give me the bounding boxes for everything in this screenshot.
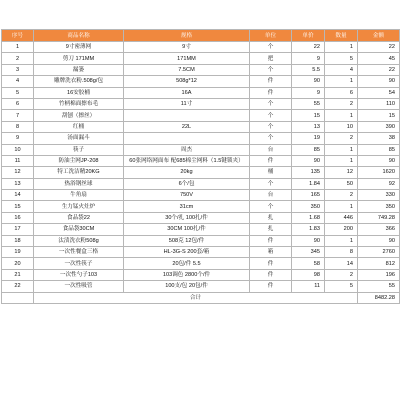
cell-amount: 55: [358, 281, 400, 292]
cell-price: 350: [292, 201, 325, 212]
cell-price: 135: [292, 167, 325, 178]
cell-unit: 件: [250, 235, 292, 246]
header-price: 单价: [292, 30, 325, 42]
cell-name: 生力锰火灶炉: [34, 201, 124, 212]
cell-price: 90: [292, 235, 325, 246]
cell-amount: 2760: [358, 247, 400, 258]
header-amount: 金额: [358, 30, 400, 42]
total-blank: [2, 292, 34, 303]
cell-unit: 件: [250, 155, 292, 166]
header-name: 商品名称: [34, 30, 124, 42]
cell-price: 11: [292, 281, 325, 292]
cell-index: 22: [2, 281, 34, 292]
cell-spec: 11寸: [124, 98, 250, 109]
cell-quantity: 1: [325, 201, 358, 212]
table-row: [2, 212, 400, 223]
cell-name: 刮刨（擦丝）: [34, 110, 124, 121]
cell-index: 17: [2, 224, 34, 235]
cell-name: 食品袋22: [34, 212, 124, 223]
table-row: [2, 121, 400, 132]
goods-table: [1, 29, 400, 304]
cell-spec: 508g*12: [124, 76, 250, 87]
cell-spec: 171MM: [124, 53, 250, 64]
header-row: [2, 30, 400, 42]
cell-quantity: 1: [325, 76, 358, 87]
cell-quantity: 5: [325, 53, 358, 64]
cell-index: 11: [2, 155, 34, 166]
cell-quantity: 446: [325, 212, 358, 223]
cell-price: 9: [292, 87, 325, 98]
cell-amount: 22: [358, 42, 400, 53]
cell-amount: 196: [358, 269, 400, 280]
cell-unit: 个: [250, 178, 292, 189]
table-row: [2, 190, 400, 201]
cell-spec: 100支/包 20包/件: [124, 281, 250, 292]
cell-name: 特工洗洁精20KG: [34, 167, 124, 178]
cell-unit: 个: [250, 42, 292, 53]
table-row: [2, 167, 400, 178]
cell-unit: 件: [250, 269, 292, 280]
cell-unit: 把: [250, 53, 292, 64]
cell-index: 14: [2, 190, 34, 201]
cell-unit: 个: [250, 64, 292, 75]
cell-spec: 16A: [124, 87, 250, 98]
cell-spec: 30个/扎 100扎/件: [124, 212, 250, 223]
cell-price: 55: [292, 98, 325, 109]
cell-unit: 箱: [250, 247, 292, 258]
table-row: [2, 64, 400, 75]
table-row: [2, 269, 400, 280]
table-row: [2, 235, 400, 246]
cell-amount: 90: [358, 235, 400, 246]
cell-name: 一次性吸管: [34, 281, 124, 292]
table-row: [2, 42, 400, 53]
table-row: [2, 224, 400, 235]
cell-price: 19: [292, 133, 325, 144]
cell-price: 90: [292, 155, 325, 166]
total-row: [2, 292, 400, 303]
cell-name: 筷子: [34, 144, 124, 155]
cell-price: 22: [292, 42, 325, 53]
cell-spec: 60张网络网面布 配685棉尘网料（1.5键锁夹）: [124, 155, 250, 166]
cell-quantity: 2: [325, 269, 358, 280]
cell-spec: 103调色 2800个/件: [124, 269, 250, 280]
cell-quantity: 2: [325, 190, 358, 201]
cell-price: 1.68: [292, 212, 325, 223]
cell-unit: 台: [250, 144, 292, 155]
header-spec: 规格: [124, 30, 250, 42]
table-row: [2, 110, 400, 121]
cell-quantity: 14: [325, 258, 358, 269]
cell-name: 汰渍洗衣粉508g: [34, 235, 124, 246]
cell-amount: 749.28: [358, 212, 400, 223]
cell-unit: 个: [250, 98, 292, 109]
cell-quantity: 12: [325, 167, 358, 178]
cell-unit: 桶: [250, 167, 292, 178]
table-row: [2, 281, 400, 292]
cell-quantity: 1: [325, 42, 358, 53]
cell-index: 9: [2, 133, 34, 144]
table-row: [2, 133, 400, 144]
cell-spec: 20kg: [124, 167, 250, 178]
cell-unit: 件: [250, 258, 292, 269]
cell-index: 1: [2, 42, 34, 53]
cell-price: 85: [292, 144, 325, 155]
cell-unit: 扎: [250, 224, 292, 235]
cell-amount: 350: [358, 201, 400, 212]
cell-quantity: 6: [325, 87, 358, 98]
cell-index: 21: [2, 269, 34, 280]
cell-amount: 38: [358, 133, 400, 144]
cell-price: 1.83: [292, 224, 325, 235]
cell-price: 345: [292, 247, 325, 258]
cell-name: 红桶: [34, 121, 124, 132]
cell-quantity: 5: [325, 281, 358, 292]
table-row: [2, 258, 400, 269]
cell-spec: HL-3G-S 200套/箱: [124, 247, 250, 258]
cell-name: 牛角扇: [34, 190, 124, 201]
cell-name: 竹柄棉面擦布毛: [34, 98, 124, 109]
cell-name: 雕牌洗衣粉.508g/包: [34, 76, 124, 87]
cell-quantity: 1: [325, 110, 358, 121]
cell-index: 15: [2, 201, 34, 212]
cell-price: 165: [292, 190, 325, 201]
cell-amount: 110: [358, 98, 400, 109]
cell-spec: [124, 110, 250, 121]
cell-name: 一次性筷子: [34, 258, 124, 269]
table-row: [2, 201, 400, 212]
cell-index: 7: [2, 110, 34, 121]
cell-spec: 30CM 100扎/件: [124, 224, 250, 235]
total-amount: 8482.28: [358, 292, 400, 303]
cell-unit: 件: [250, 87, 292, 98]
table-row: [2, 178, 400, 189]
cell-unit: 台: [250, 190, 292, 201]
cell-spec: 7.5CM: [124, 64, 250, 75]
cell-unit: 个: [250, 201, 292, 212]
cell-name: 汤面漏斗: [34, 133, 124, 144]
cell-quantity: 2: [325, 133, 358, 144]
table-row: [2, 87, 400, 98]
cell-price: 15: [292, 110, 325, 121]
cell-amount: 1620: [358, 167, 400, 178]
cell-amount: 45: [358, 53, 400, 64]
header-unit: 单位: [250, 30, 292, 42]
table-row: [2, 76, 400, 87]
header-index: 序号: [2, 30, 34, 42]
cell-price: 1.84: [292, 178, 325, 189]
table-row: [2, 247, 400, 258]
cell-spec: 20包/件 5.5: [124, 258, 250, 269]
cell-index: 16: [2, 212, 34, 223]
table-row: [2, 98, 400, 109]
cell-index: 19: [2, 247, 34, 258]
cell-amount: 330: [358, 190, 400, 201]
cell-unit: 件: [250, 76, 292, 87]
cell-quantity: 1: [325, 155, 358, 166]
cell-spec: 31cm: [124, 201, 250, 212]
cell-spec: 周杰: [124, 144, 250, 155]
cell-index: 8: [2, 121, 34, 132]
cell-index: 10: [2, 144, 34, 155]
cell-name: 食品袋30CM: [34, 224, 124, 235]
cell-price: 90: [292, 76, 325, 87]
cell-spec: [124, 133, 250, 144]
cell-index: 4: [2, 76, 34, 87]
cell-index: 5: [2, 87, 34, 98]
cell-amount: 15: [358, 110, 400, 121]
cell-amount: 54: [358, 87, 400, 98]
cell-unit: 件: [250, 281, 292, 292]
cell-quantity: 1: [325, 144, 358, 155]
cell-quantity: 2: [325, 98, 358, 109]
cell-name: 热浴钢丝球: [34, 178, 124, 189]
cell-name: 16安胶桶: [34, 87, 124, 98]
cell-name: 漏篓: [34, 64, 124, 75]
cell-index: 18: [2, 235, 34, 246]
cell-name: 剪刀 171MM: [34, 53, 124, 64]
cell-price: 13: [292, 121, 325, 132]
cell-index: 12: [2, 167, 34, 178]
cell-amount: 390: [358, 121, 400, 132]
cell-unit: 个: [250, 133, 292, 144]
cell-name: 一次性勺子103: [34, 269, 124, 280]
cell-quantity: 1: [325, 235, 358, 246]
cell-amount: 22: [358, 64, 400, 75]
cell-index: 3: [2, 64, 34, 75]
cell-amount: 90: [358, 155, 400, 166]
table-row: [2, 53, 400, 64]
cell-amount: 85: [358, 144, 400, 155]
cell-spec: 9寸: [124, 42, 250, 53]
total-label: 合计: [34, 292, 358, 303]
cell-index: 2: [2, 53, 34, 64]
cell-amount: 90: [358, 76, 400, 87]
cell-amount: 92: [358, 178, 400, 189]
cell-spec: 508克 12包/件: [124, 235, 250, 246]
cell-name: 9寸密薄网: [34, 42, 124, 53]
cell-quantity: 200: [325, 224, 358, 235]
table-row: [2, 155, 400, 166]
cell-quantity: 8: [325, 247, 358, 258]
cell-index: 13: [2, 178, 34, 189]
cell-quantity: 50: [325, 178, 358, 189]
cell-name: 防油尘网JP-208: [34, 155, 124, 166]
cell-spec: 6个/包: [124, 178, 250, 189]
cell-index: 6: [2, 98, 34, 109]
cell-price: 98: [292, 269, 325, 280]
cell-unit: 个: [250, 121, 292, 132]
cell-amount: 366: [358, 224, 400, 235]
cell-amount: 812: [358, 258, 400, 269]
cell-index: 20: [2, 258, 34, 269]
cell-price: 9: [292, 53, 325, 64]
cell-price: 5.5: [292, 64, 325, 75]
cell-unit: 扎: [250, 212, 292, 223]
cell-spec: 750V: [124, 190, 250, 201]
cell-quantity: 10: [325, 121, 358, 132]
cell-quantity: 4: [325, 64, 358, 75]
cell-name: 一次性餐盒三格: [34, 247, 124, 258]
table-row: [2, 144, 400, 155]
cell-price: 58: [292, 258, 325, 269]
header-quantity: 数量: [325, 30, 358, 42]
cell-unit: 个: [250, 110, 292, 121]
cell-spec: 22L: [124, 121, 250, 132]
